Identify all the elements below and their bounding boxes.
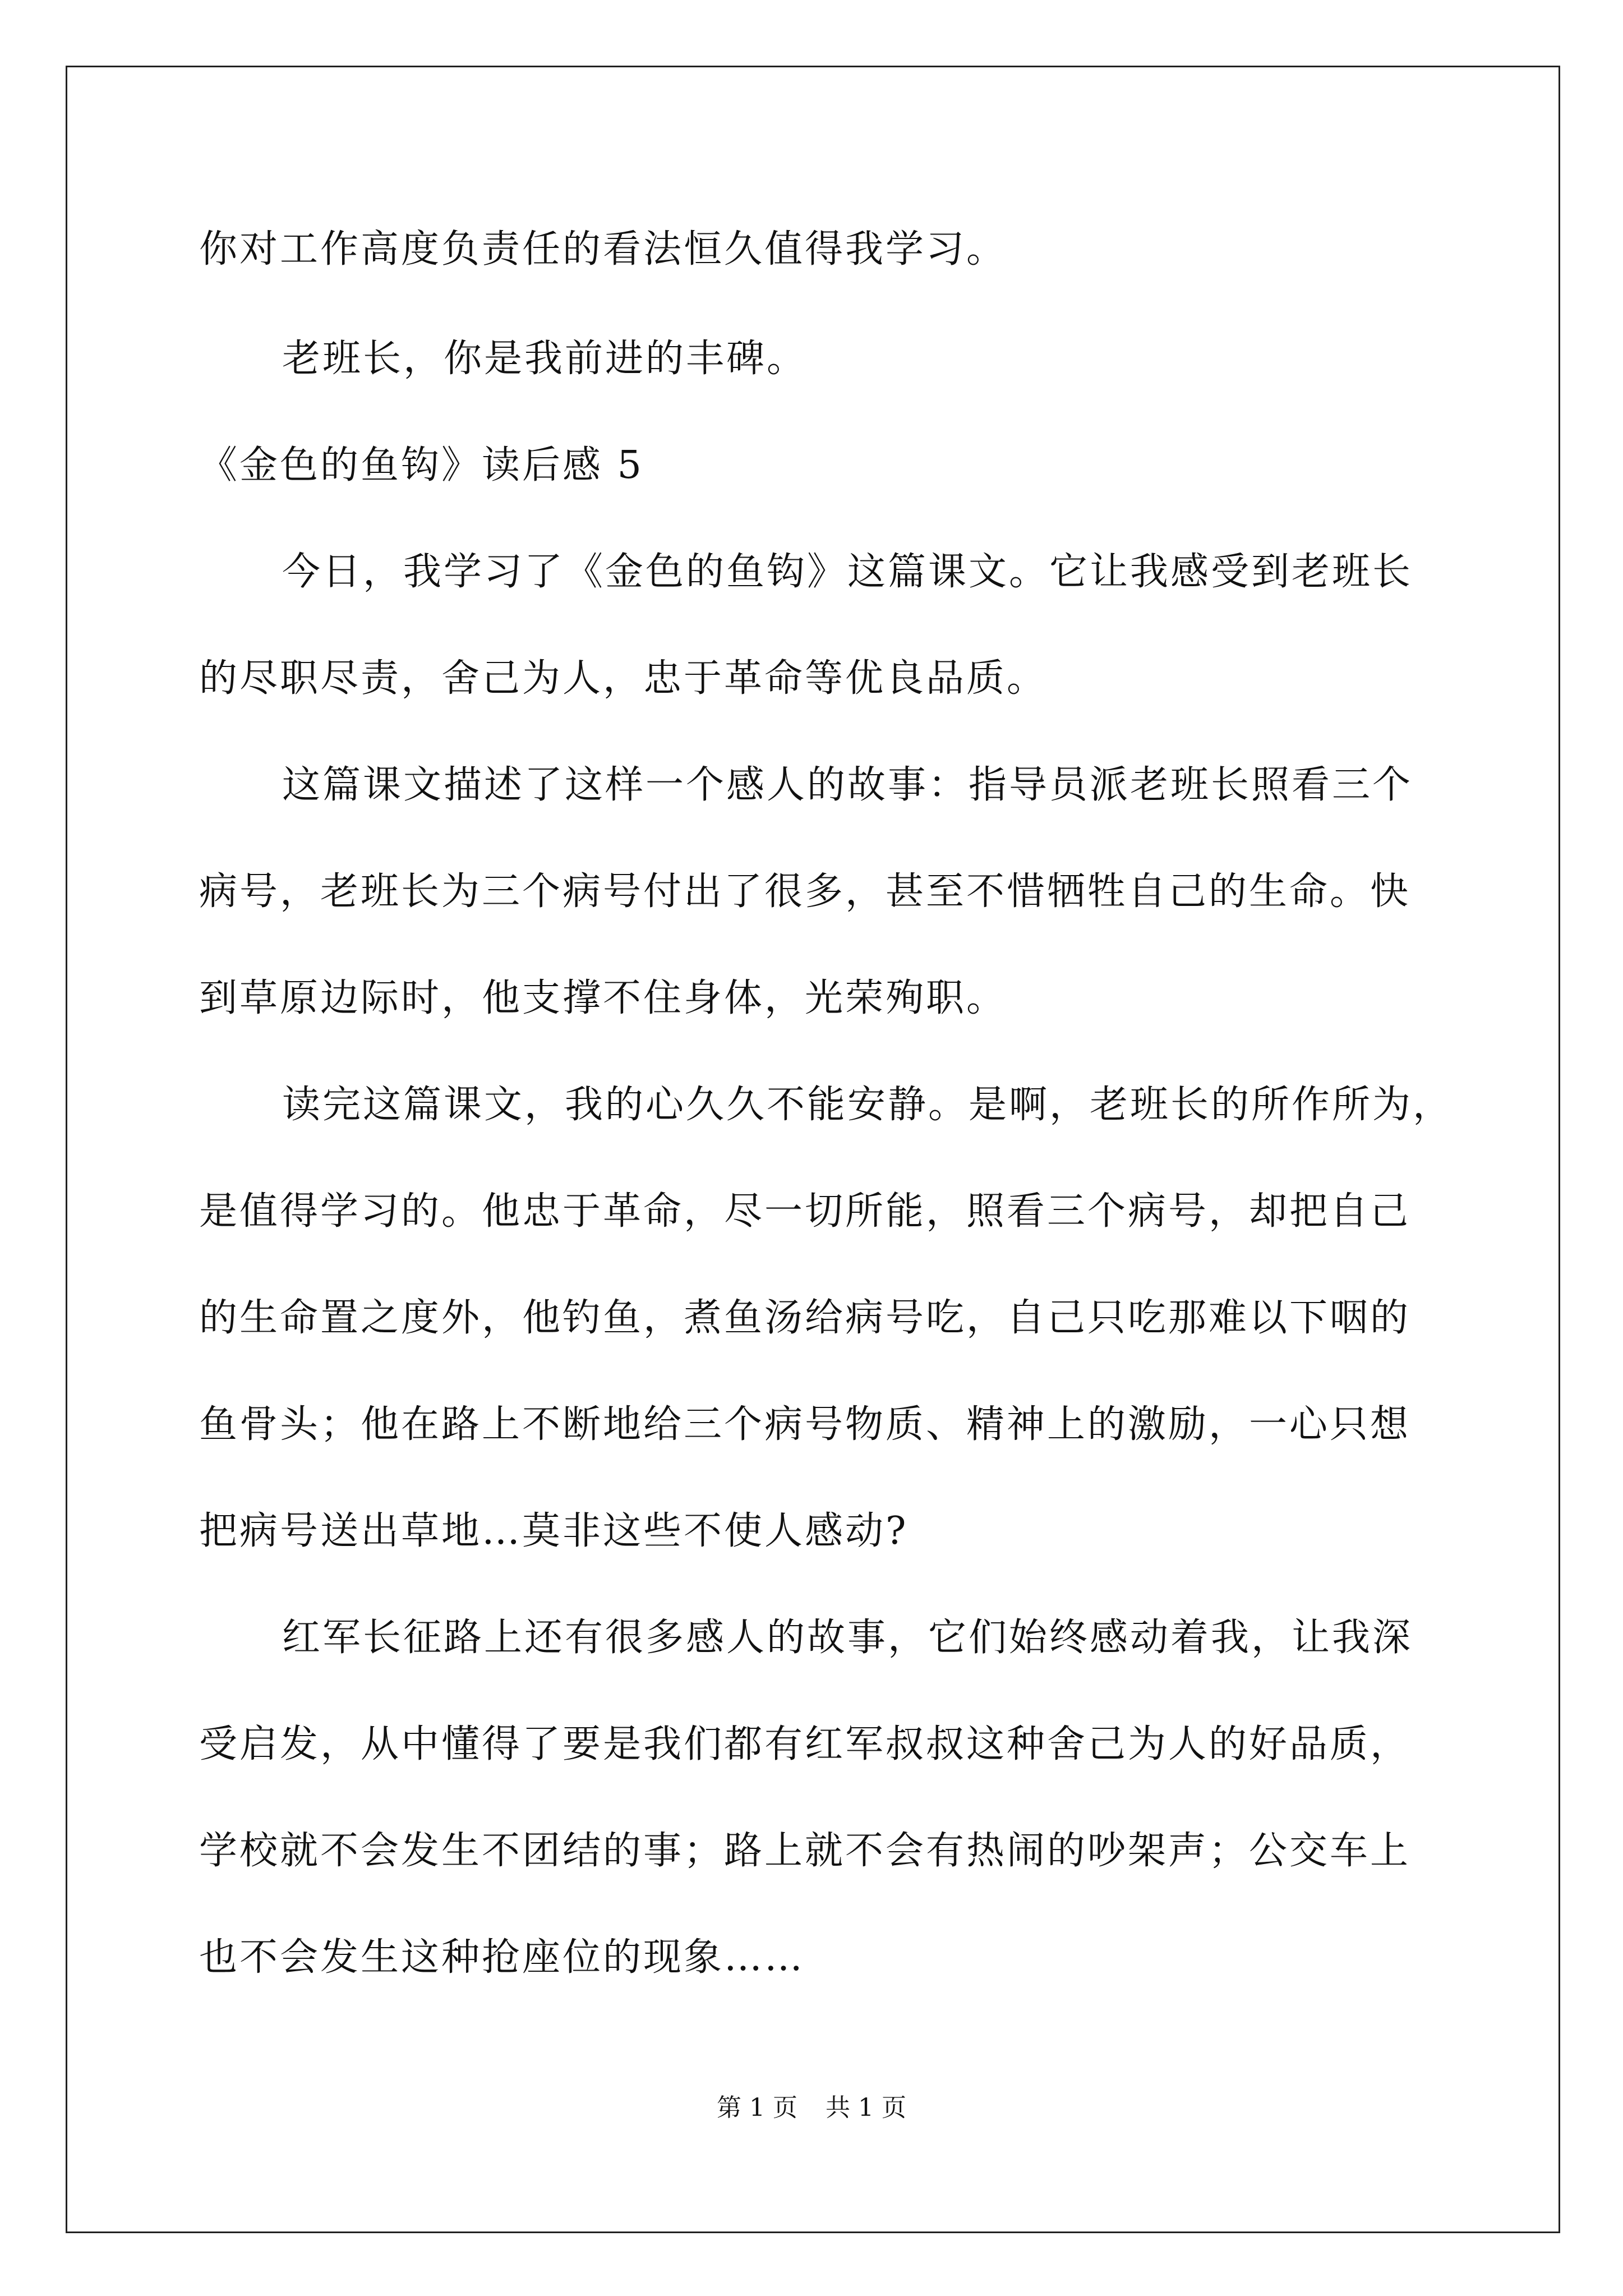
text-line: 受启发，从中懂得了要是我们都有红军叔叔这种舍己为人的好品质， [199, 1722, 1411, 1766]
text-line: 今日，我学习了《金色的鱼钩》这篇课文。它让我感受到老班长 [282, 550, 1413, 594]
page-footer [0, 2091, 1623, 2125]
text-line: 是值得学习的。他忠于革命，尽一切所能，照看三个病号，却把自己 [199, 1189, 1411, 1234]
text-line: 鱼骨头；他在路上不断地给三个病号物质、精神上的激励，一心只想 [199, 1402, 1411, 1447]
text-line: 红军长征路上还有很多感人的故事，它们始终感动着我，让我深 [282, 1616, 1413, 1660]
text-line: 病号，老班长为三个病号付出了很多，甚至不惜牺牲自己的生命。快 [199, 869, 1411, 914]
text-line: 的生命置之度外，他钓鱼，煮鱼汤给病号吃，自己只吃那难以下咽的 [199, 1296, 1411, 1340]
text-line: 你对工作高度负责任的看法恒久值得我学习。 [199, 227, 1007, 272]
section-heading: 《金色的鱼钩》读后感 5 [199, 443, 644, 487]
page-number: 第 1 页 [717, 2093, 797, 2122]
text-line: 把病号送出草地…莫非这些不使人感动? [199, 1509, 909, 1553]
text-line: 老班长，你是我前进的丰碑。 [282, 337, 808, 381]
page-total: 共 1 页 [826, 2093, 906, 2122]
text-line: 读完这篇课文，我的心久久不能安静。是啊，老班长的所作所为， [282, 1083, 1454, 1127]
text-line: 这篇课文描述了这样一个感人的故事：指导员派老班长照看三个 [282, 763, 1413, 807]
text-line: 学校就不会发生不团结的事；路上就不会有热闹的吵架声；公交车上 [199, 1829, 1411, 1873]
page-border [66, 66, 1560, 2233]
text-line: 也不会发生这种抢座位的现象…… [199, 1935, 805, 1980]
text-line: 到草原边际时，他支撑不住身体，光荣殉职。 [199, 976, 1007, 1020]
text-line: 的尽职尽责，舍己为人，忠于革命等优良品质。 [199, 656, 1048, 701]
